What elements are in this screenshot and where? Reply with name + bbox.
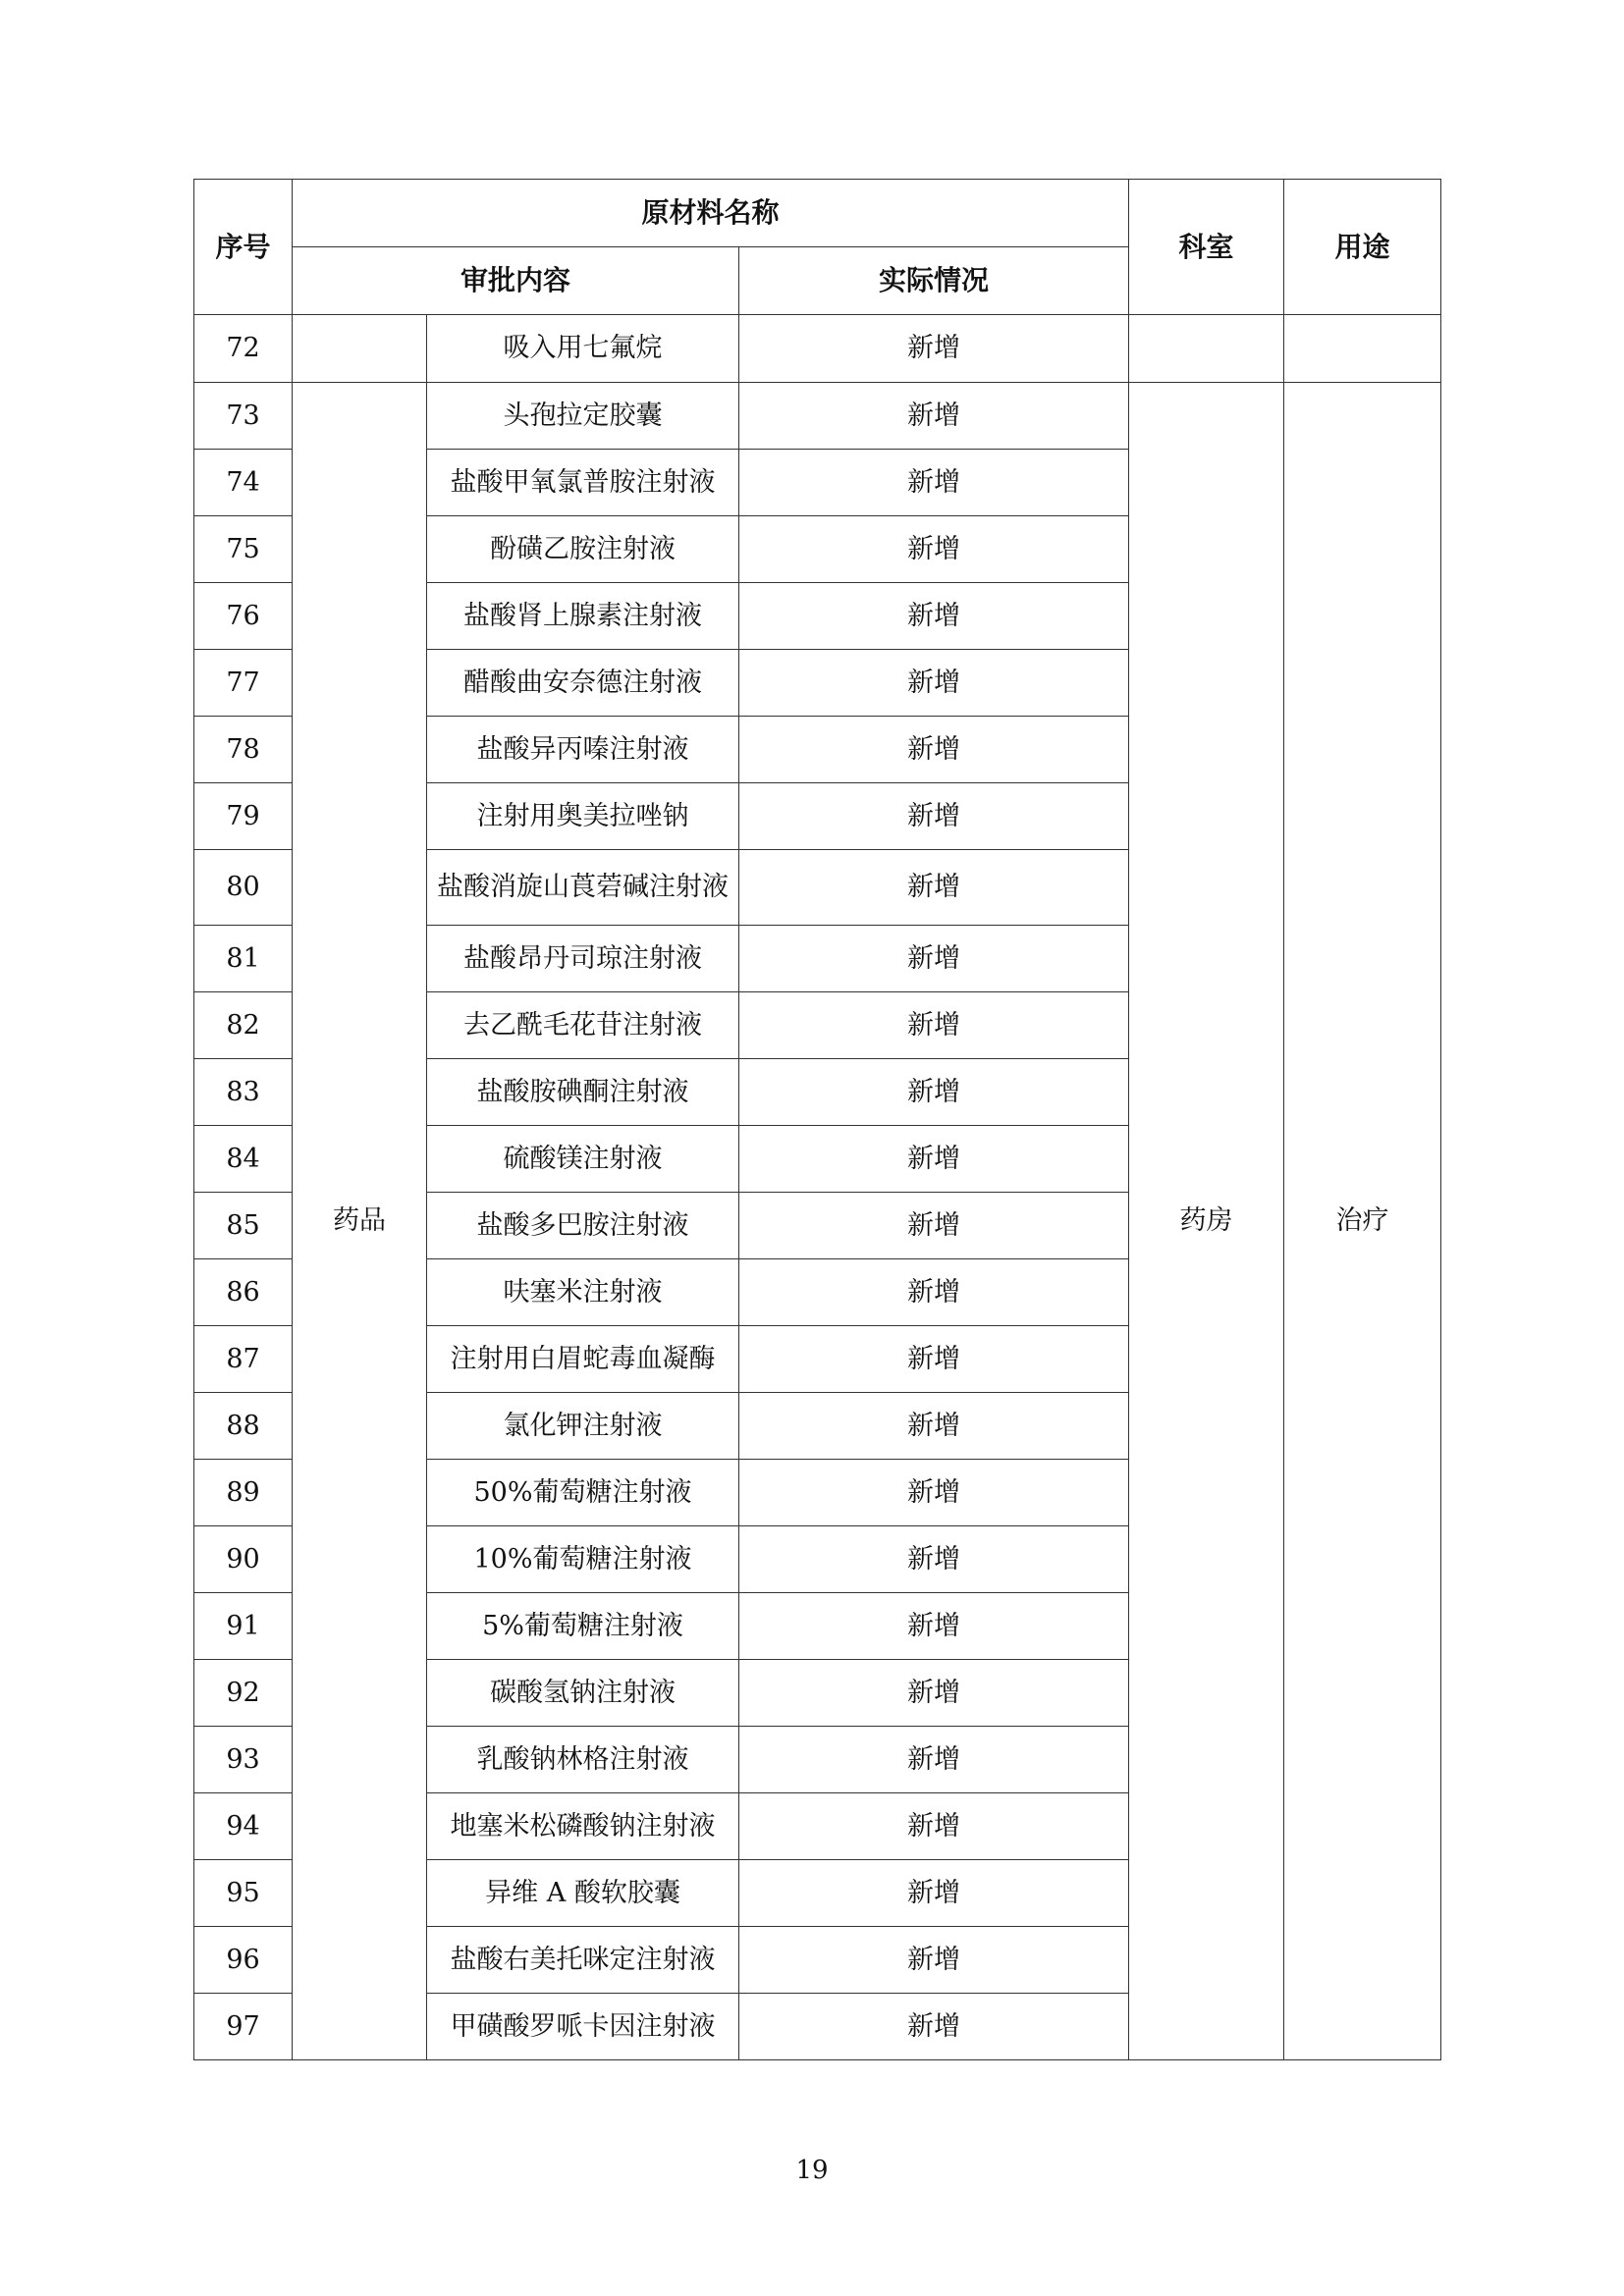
actual-cell: 新增 — [739, 1927, 1129, 1994]
use-cell: 治疗 — [1284, 383, 1441, 2060]
header-material: 原材料名称 — [293, 180, 1129, 247]
actual-cell: 新增 — [739, 383, 1129, 450]
seq-cell: 83 — [194, 1059, 293, 1126]
header-row-1 — [194, 180, 1441, 247]
table-row — [194, 315, 1441, 383]
actual-cell: 新增 — [739, 1193, 1129, 1259]
seq-cell: 89 — [194, 1460, 293, 1526]
header-dept: 科室 — [1129, 180, 1284, 315]
seq-cell: 90 — [194, 1526, 293, 1593]
actual-cell: 新增 — [739, 1460, 1129, 1526]
seq-cell: 81 — [194, 926, 293, 992]
actual-cell: 新增 — [739, 1326, 1129, 1393]
dept-cell: 药房 — [1129, 383, 1284, 2060]
actual-cell: 新增 — [739, 1126, 1129, 1193]
seq-cell: 73 — [194, 383, 293, 450]
name-cell: 甲磺酸罗哌卡因注射液 — [427, 1994, 739, 2060]
name-cell: 盐酸昂丹司琼注射液 — [427, 926, 739, 992]
name-cell: 盐酸多巴胺注射液 — [427, 1193, 739, 1259]
seq-cell: 74 — [194, 450, 293, 516]
name-cell: 异维 A 酸软胶囊 — [427, 1860, 739, 1927]
name-cell: 呋塞米注射液 — [427, 1259, 739, 1326]
seq-cell: 95 — [194, 1860, 293, 1927]
name-cell: 盐酸甲氧氯普胺注射液 — [427, 450, 739, 516]
actual-cell: 新增 — [739, 992, 1129, 1059]
name-cell: 50%葡萄糖注射液 — [427, 1460, 739, 1526]
actual-cell: 新增 — [739, 1259, 1129, 1326]
header-seq: 序号 — [194, 180, 293, 315]
actual-cell: 新增 — [739, 850, 1129, 926]
seq-cell: 78 — [194, 717, 293, 783]
name-cell: 盐酸右美托咪定注射液 — [427, 1927, 739, 1994]
name-cell: 盐酸胺碘酮注射液 — [427, 1059, 739, 1126]
actual-cell: 新增 — [739, 1727, 1129, 1793]
name-cell: 5%葡萄糖注射液 — [427, 1593, 739, 1660]
name-cell: 乳酸钠林格注射液 — [427, 1727, 739, 1793]
header-actual: 实际情况 — [739, 247, 1129, 315]
materials-table — [193, 179, 1441, 2060]
actual-cell: 新增 — [739, 650, 1129, 717]
seq-cell: 84 — [194, 1126, 293, 1193]
header-approved: 审批内容 — [293, 247, 739, 315]
actual-cell: 新增 — [739, 926, 1129, 992]
name-cell: 盐酸消旋山莨菪碱注射液 — [427, 850, 739, 926]
table-body — [194, 315, 1441, 2060]
dept-cell — [1129, 315, 1284, 383]
name-cell: 盐酸异丙嗪注射液 — [427, 717, 739, 783]
seq-cell: 85 — [194, 1193, 293, 1259]
name-cell: 氯化钾注射液 — [427, 1393, 739, 1460]
actual-cell: 新增 — [739, 717, 1129, 783]
name-cell: 碳酸氢钠注射液 — [427, 1660, 739, 1727]
seq-cell: 96 — [194, 1927, 293, 1994]
table-row — [194, 383, 1441, 450]
actual-cell: 新增 — [739, 1860, 1129, 1927]
category-cell — [293, 315, 427, 383]
name-cell: 注射用奥美拉唑钠 — [427, 783, 739, 850]
name-cell: 去乙酰毛花苷注射液 — [427, 992, 739, 1059]
header-use: 用途 — [1284, 180, 1441, 315]
seq-cell: 72 — [194, 315, 293, 383]
actual-cell: 新增 — [739, 450, 1129, 516]
use-cell — [1284, 315, 1441, 383]
name-cell: 酚磺乙胺注射液 — [427, 516, 739, 583]
actual-cell: 新增 — [739, 1393, 1129, 1460]
seq-cell: 88 — [194, 1393, 293, 1460]
actual-cell: 新增 — [739, 783, 1129, 850]
name-cell: 醋酸曲安奈德注射液 — [427, 650, 739, 717]
seq-cell: 77 — [194, 650, 293, 717]
seq-cell: 87 — [194, 1326, 293, 1393]
seq-cell: 86 — [194, 1259, 293, 1326]
seq-cell: 75 — [194, 516, 293, 583]
name-cell: 地塞米松磷酸钠注射液 — [427, 1793, 739, 1860]
name-cell: 注射用白眉蛇毒血凝酶 — [427, 1326, 739, 1393]
actual-cell: 新增 — [739, 1059, 1129, 1126]
seq-cell: 93 — [194, 1727, 293, 1793]
actual-cell: 新增 — [739, 583, 1129, 650]
seq-cell: 91 — [194, 1593, 293, 1660]
name-cell: 10%葡萄糖注射液 — [427, 1526, 739, 1593]
actual-cell: 新增 — [739, 1994, 1129, 2060]
actual-cell: 新增 — [739, 1660, 1129, 1727]
page-number: 19 — [795, 2156, 829, 2185]
actual-cell: 新增 — [739, 1793, 1129, 1860]
actual-cell: 新增 — [739, 1526, 1129, 1593]
seq-cell: 79 — [194, 783, 293, 850]
actual-cell: 新增 — [739, 1593, 1129, 1660]
name-cell: 头孢拉定胶囊 — [427, 383, 739, 450]
actual-cell: 新增 — [739, 315, 1129, 383]
seq-cell: 92 — [194, 1660, 293, 1727]
seq-cell: 76 — [194, 583, 293, 650]
actual-cell: 新增 — [739, 516, 1129, 583]
name-cell: 盐酸肾上腺素注射液 — [427, 583, 739, 650]
seq-cell: 82 — [194, 992, 293, 1059]
name-cell: 硫酸镁注射液 — [427, 1126, 739, 1193]
seq-cell: 94 — [194, 1793, 293, 1860]
name-cell: 吸入用七氟烷 — [427, 315, 739, 383]
seq-cell: 80 — [194, 850, 293, 926]
category-cell: 药品 — [293, 383, 427, 2060]
seq-cell: 97 — [194, 1994, 293, 2060]
